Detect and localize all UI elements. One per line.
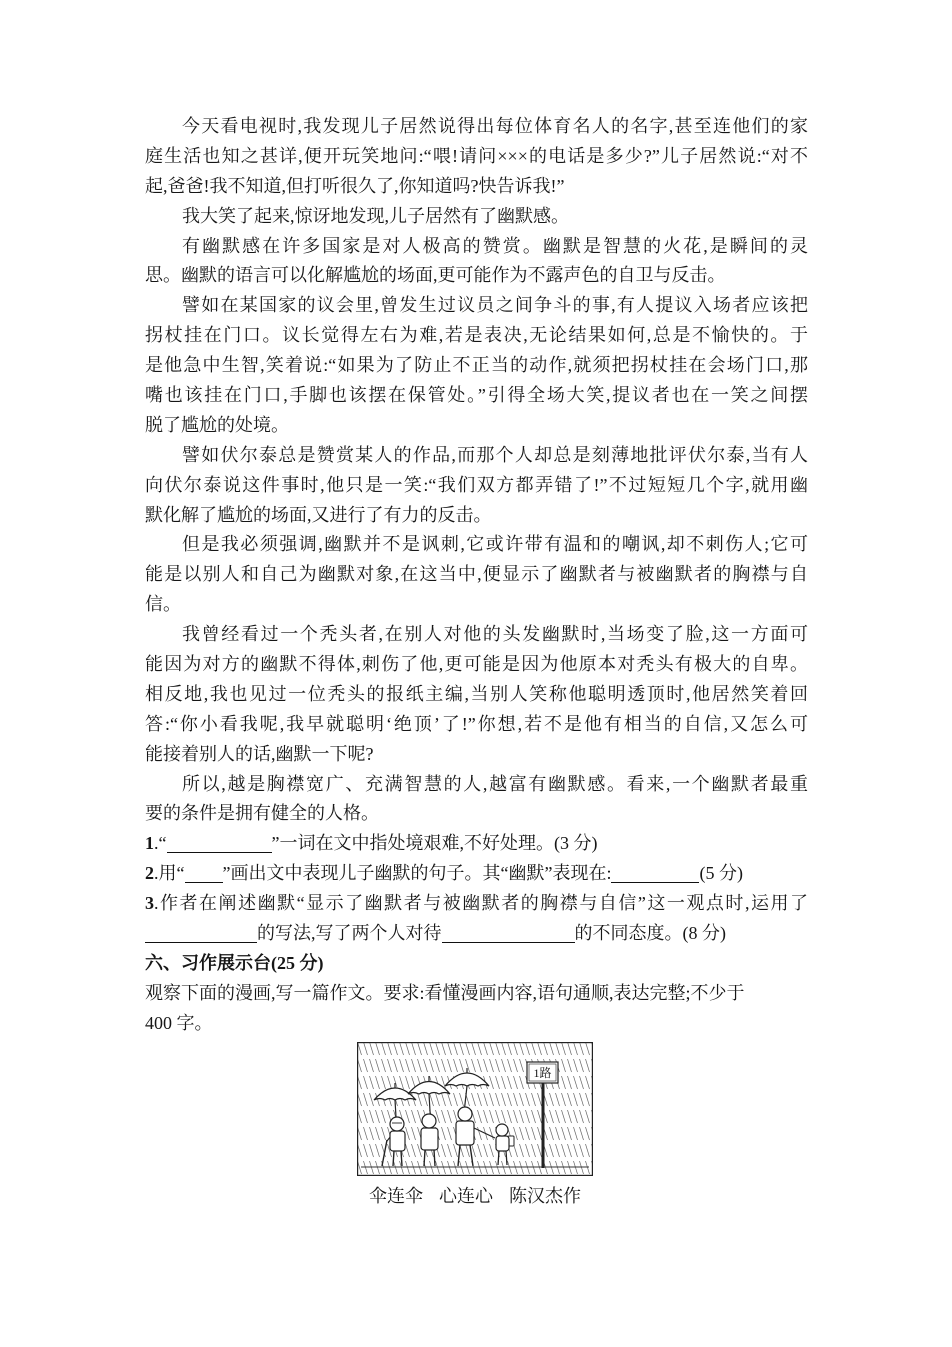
- paragraph-line: 庭生活也知之甚详,便开玩笑地问:“喂!请问×××的电话是多少?”儿子居然说:“对不: [145, 145, 808, 166]
- question-text: ”画出文中表现儿子幽默的句子。其“幽默”表现在:: [222, 863, 612, 884]
- leg: [401, 1151, 402, 1166]
- paragraph: [145, 530, 808, 620]
- question-text: 的写法,写了两个人对待: [257, 923, 442, 944]
- question-number: 2: [145, 863, 154, 884]
- paragraph: [145, 232, 808, 292]
- section-title: 六、习作展示台(25 分): [145, 952, 324, 973]
- question-text: ”一词在文中指处境艰难,不好处理。(3 分): [271, 833, 598, 854]
- question-text: (5 分): [699, 863, 743, 884]
- paragraph-line: 能因为对方的幽默不得体,刺伤了他,更可能是因为他原本对秃头有极大的自卑。: [145, 654, 808, 675]
- paragraph-line: 我大笑了起来,惊讶地发现,儿子居然有了幽默感。: [182, 205, 569, 226]
- paragraph-line: 譬如在某国家的议会里,曾发生过议员之间争斗的事,有人提议入场者应该把: [182, 295, 808, 316]
- body: [456, 1121, 474, 1145]
- paragraph-line: 脱了尴尬的处境。: [145, 414, 289, 435]
- caption-title-part: 伞连伞: [369, 1186, 423, 1206]
- writing-prompt-line: 400 字。: [145, 1012, 213, 1033]
- caption-title-part: 心连心: [439, 1186, 493, 1206]
- answer-blank: [145, 925, 257, 943]
- answer-blank: [611, 865, 699, 883]
- paragraph-line: 是他急中生智,笑着说:“如果为了防止不正当的动作,就须把拐杖挂在会场门口,那: [145, 355, 808, 376]
- document-body: [145, 112, 808, 1039]
- paragraph-line: 但是我必须强调,幽默并不是讽刺,它或许带有温和的嘲讽,却不刺伤人;它可: [182, 534, 808, 555]
- question-3: [145, 889, 808, 949]
- paragraph-line: 能接着别人的话,幽默一下呢?: [145, 743, 374, 764]
- paragraph-line: 拐杖挂在门口。议长觉得左右为难,若是表决,无论结果如何,总是不愉快的。于: [145, 325, 808, 346]
- question-number: 1: [145, 833, 154, 854]
- question-line: [145, 889, 808, 919]
- paragraph-line: 我曾经看过一个秃头者,在别人对他的头发幽默时,当场变了脸,这一方面可: [182, 624, 808, 645]
- answer-blank: [442, 925, 575, 943]
- paragraph-line: 有幽默感在许多国家是对人极高的赞赏。幽默是智慧的火花,是瞬间的灵: [182, 235, 808, 256]
- paragraph-line: 譬如伏尔泰总是赞赏某人的作品,而那个人却总是刻薄地批评伏尔泰,当有人: [182, 444, 808, 465]
- paragraph: [145, 291, 808, 440]
- head: [458, 1107, 472, 1121]
- paragraph-line: 所以,越是胸襟宽广、充满智慧的人,越富有幽默感。看来,一个幽默者最重: [182, 773, 808, 794]
- cartoon-caption: [357, 1182, 593, 1210]
- paragraph-line: 相反地,我也见过一位秃头的报纸主编,当别人笑称他聪明透顶时,他居然笑着回: [145, 683, 808, 704]
- paragraph-line: 能是以别人和自己为幽默对象,在这当中,便显示了幽默者与被幽默者的胸襟与自: [145, 564, 808, 585]
- leg: [393, 1151, 394, 1166]
- paragraph-line: 答:“你小看我呢,我早就聪明‘绝顶’了!”你想,若不是他有相当的自信,又怎么可: [145, 713, 808, 734]
- paragraph-line: 信。: [145, 594, 181, 615]
- writing-prompt-line: 观察下面的漫画,写一篇作文。要求:看懂漫画内容,语句通顺,表达完整;不少于: [145, 982, 745, 1003]
- question-text: .“: [154, 833, 167, 854]
- cartoon-illustration: [357, 1042, 593, 1176]
- question-line: [145, 919, 808, 949]
- question-1: [145, 829, 808, 859]
- paragraph-line: 思。幽默的语言可以化解尴尬的场面,更可能作为不露声色的自卫与反击。: [145, 265, 726, 286]
- paragraph-line: 默化解了尴尬的场面,又进行了有力的反击。: [145, 504, 492, 525]
- paragraph-line: 要的条件是拥有健全的人格。: [145, 803, 379, 824]
- leg: [424, 1150, 425, 1166]
- paragraph: [145, 202, 808, 232]
- body: [496, 1136, 509, 1151]
- question-text: 的不同态度。(8 分): [574, 923, 726, 944]
- body: [421, 1128, 438, 1150]
- paragraph: [145, 620, 808, 769]
- head: [390, 1117, 404, 1131]
- question-number: 3: [145, 893, 154, 914]
- paragraph-line: 今天看电视时,我发现儿子居然说得出每位体育名人的名字,甚至连他们的家: [182, 116, 808, 136]
- question-2: [145, 859, 808, 889]
- paragraph-line: 向伏尔泰说这件事时,他只是一笑:“我们双方都弄错了!”不过短短几个字,就用幽: [145, 474, 808, 495]
- answer-blank: [185, 865, 223, 883]
- caption-author: 陈汉杰作: [509, 1186, 581, 1206]
- paragraph-line: 起,爸爸!我不知道,但打听很久了,你知道吗?快告诉我!”: [145, 175, 565, 196]
- paragraph: [145, 112, 808, 202]
- question-text: .作者在阐述幽默“显示了幽默者与被幽默者的胸襟与自信”这一观点时,运用了: [154, 893, 808, 914]
- body: [390, 1131, 405, 1151]
- answer-blank: [167, 835, 272, 853]
- sign-pole: [542, 1082, 545, 1168]
- leg: [434, 1150, 435, 1166]
- paragraph: [145, 441, 808, 531]
- head: [422, 1114, 436, 1128]
- question-text: .用“: [154, 863, 185, 884]
- paragraph-line: 嘴也该挂在门口,手脚也该摆在保管处。”引得全场大笑,提议者也在一笑之间摆: [145, 385, 808, 406]
- bus-stop-label: 1路: [533, 1066, 552, 1080]
- paragraph: [145, 770, 808, 830]
- head: [496, 1124, 508, 1136]
